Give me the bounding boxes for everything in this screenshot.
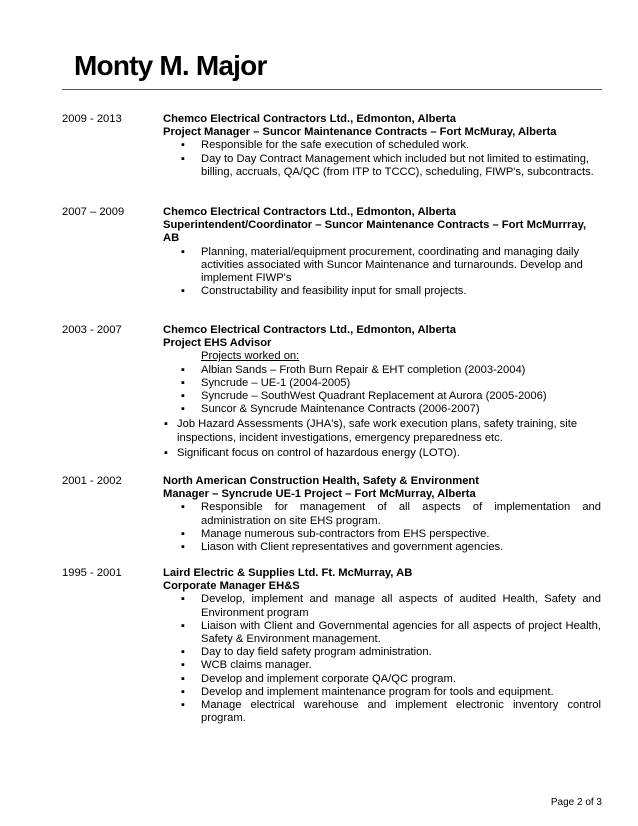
- duty-item: ▪ Manage electrical warehouse and implement electronic inventory control program.: [201, 699, 601, 725]
- entry-role: Project Manager – Suncor Maintenance Contracts – Fort McMuray, Alberta: [163, 126, 557, 139]
- duty-item: ▪ WCB claims manager.: [201, 659, 601, 672]
- entry-duties: [163, 246, 601, 299]
- entry-body: [163, 113, 601, 179]
- entry-body: [163, 206, 601, 298]
- duty-item: ▪ Planning, material/equipment procurement, coordinating and managing daily activities associated with Suncor Maintenance and turnarounds. Develop and implement FIWP's: [201, 246, 601, 286]
- entry-role: Manager – Syncrude UE-1 Project – Fort McMurray, Alberta: [163, 488, 476, 501]
- project-item: ▪ Albian Sands – Froth Burn Repair & EHT completion (2003-2004): [201, 364, 601, 377]
- duty-item: ▪ Constructability and feasibility input for small projects.: [201, 285, 601, 298]
- duty-item: ▪ Significant focus on control of hazardous energy (LOTO).: [177, 447, 601, 460]
- duty-item: ▪ Responsible for the safe execution of scheduled work.: [201, 139, 601, 152]
- entry-company: Laird Electric & Supplies Ltd. Ft. McMurray, AB: [163, 567, 413, 579]
- duty-item: ▪ Manage numerous sub-contractors from EHS perspective.: [201, 528, 601, 541]
- duty-item: ▪ Develop, implement and manage all aspects of audited Health, Safety and Environment program: [201, 593, 601, 619]
- entry-company: Chemco Electrical Contractors Ltd., Edmonton, Alberta: [163, 324, 456, 336]
- entry-role: Project EHS Advisor: [163, 337, 272, 350]
- duty-item: ▪ Liason with Client representatives and government agencies.: [201, 541, 601, 554]
- entry-company: Chemco Electrical Contractors Ltd., Edmonton, Alberta: [163, 206, 456, 218]
- entry-dates: 2001 - 2002: [62, 475, 122, 487]
- resume-name: Monty M. Major: [74, 50, 267, 81]
- entry-role: Corporate Manager EH&S: [163, 580, 300, 593]
- header-rule: [62, 89, 602, 90]
- duty-item: ▪ Develop and implement maintenance program for tools and equipment.: [201, 686, 601, 699]
- entry-duties: [163, 593, 601, 725]
- project-item: ▪ Suncor & Syncrude Maintenance Contracts (2006-2007): [201, 403, 601, 416]
- duty-item: ▪ Day to Day Contract Management which included but not limited to estimating, billing, accruals, QA/QC (from ITP to TCCC), scheduling, FIWP's, subcontracts.: [201, 153, 601, 179]
- project-list: [163, 364, 601, 417]
- entry-duties: [163, 501, 601, 554]
- entry-company: North American Construction Health, Safety & Environment: [163, 475, 479, 487]
- entry-duties: [163, 418, 601, 460]
- entry-role: Superintendent/Coordinator – Suncor Maintenance Contracts – Fort McMurrray, AB: [163, 219, 587, 245]
- entry-body: [163, 324, 601, 462]
- duty-item: ▪ Develop and implement corporate QA/QC program.: [201, 673, 601, 686]
- entry-duties: [163, 139, 601, 179]
- entry-dates: 1995 - 2001: [62, 567, 122, 579]
- duty-item: ▪ Responsible for management of all aspects of implementation and administration on site EHS program.: [201, 501, 601, 527]
- duty-item: ▪ Day to day field safety program administration.: [201, 646, 601, 659]
- projects-subheading: Projects worked on:: [201, 350, 300, 363]
- page-number: Page 2 of 3: [550, 797, 602, 808]
- entry-dates: 2003 - 2007: [62, 324, 122, 336]
- entry-dates: 2009 - 2013: [62, 113, 122, 125]
- project-item: ▪ Syncrude – SouthWest Quadrant Replacement at Aurora (2005-2006): [201, 390, 601, 403]
- duty-item: ▪ Job Hazard Assessments (JHA's), safe work execution plans, safety training, site inspections, incident investigations, emergency preparedness etc.: [177, 418, 601, 444]
- entry-company: Chemco Electrical Contractors Ltd., Edmonton, Alberta: [163, 113, 456, 125]
- entry-dates: 2007 – 2009: [62, 206, 125, 218]
- project-item: ▪ Syncrude – UE-1 (2004-2005): [201, 377, 601, 390]
- entry-body: [163, 475, 601, 554]
- entry-body: [163, 567, 601, 725]
- duty-item: ▪ Liaison with Client and Governmental agencies for all aspects of project Health, Safety & Environment management.: [201, 620, 601, 646]
